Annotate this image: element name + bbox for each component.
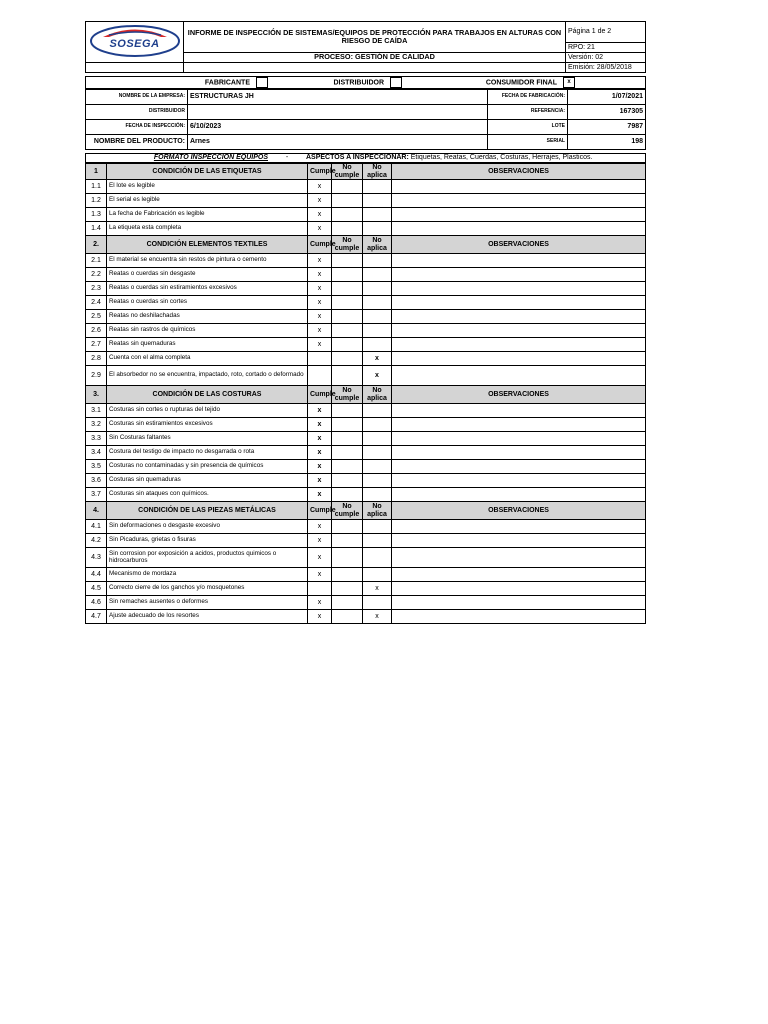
cumple-mark[interactable]: x bbox=[308, 432, 332, 446]
no-aplica-mark[interactable] bbox=[363, 460, 392, 474]
checklist-row bbox=[86, 534, 646, 548]
item-text: Sin remaches ausentes o deformes bbox=[107, 596, 308, 610]
no-cumple-mark[interactable] bbox=[332, 296, 363, 310]
section-number: 1 bbox=[86, 164, 107, 180]
item-text: Correcto cierre de los ganchos y/o mosquetones bbox=[107, 582, 308, 596]
item-text: Costuras sin ataques con químicos. bbox=[107, 488, 308, 502]
no-cumple-mark[interactable] bbox=[332, 548, 363, 568]
col-cumple: Cumple bbox=[308, 386, 332, 404]
observation-cell[interactable] bbox=[392, 568, 646, 582]
col-observaciones: OBSERVACIONES bbox=[392, 236, 646, 254]
col-no-aplica: No aplica bbox=[363, 236, 392, 254]
consumidor-checkbox[interactable]: x bbox=[563, 77, 575, 88]
checklist-row bbox=[86, 194, 646, 208]
checklist-row bbox=[86, 180, 646, 194]
item-text: El lote es legible bbox=[107, 180, 308, 194]
checklist-row bbox=[86, 296, 646, 310]
item-number: 3.4 bbox=[86, 446, 107, 460]
no-aplica-mark[interactable] bbox=[363, 254, 392, 268]
no-aplica-mark[interactable] bbox=[363, 180, 392, 194]
no-aplica-mark[interactable] bbox=[363, 296, 392, 310]
cumple-mark[interactable]: x bbox=[308, 310, 332, 324]
no-cumple-mark[interactable] bbox=[332, 534, 363, 548]
observation-cell[interactable] bbox=[392, 446, 646, 460]
checklist-row bbox=[86, 520, 646, 534]
producto-value: Arnes bbox=[188, 135, 488, 150]
checklist-row bbox=[86, 596, 646, 610]
item-number: 2.6 bbox=[86, 324, 107, 338]
observation-cell[interactable] bbox=[392, 596, 646, 610]
inspection-sections bbox=[85, 163, 646, 624]
section-title: CONDICIÓN DE LAS PIEZAS METÁLICAS bbox=[107, 502, 308, 520]
col-cumple: Cumple bbox=[308, 236, 332, 254]
section-header bbox=[86, 386, 646, 404]
item-number: 3.1 bbox=[86, 404, 107, 418]
item-number: 2.2 bbox=[86, 268, 107, 282]
cumple-mark[interactable]: x bbox=[308, 488, 332, 502]
cumple-mark[interactable]: x bbox=[308, 474, 332, 488]
item-number: 3.2 bbox=[86, 418, 107, 432]
fecha-insp-label: FECHA DE INSPECCIÓN: bbox=[86, 120, 188, 135]
checklist-row bbox=[86, 254, 646, 268]
no-aplica-mark[interactable] bbox=[363, 418, 392, 432]
checklist-row bbox=[86, 338, 646, 352]
cumple-mark[interactable]: x bbox=[308, 534, 332, 548]
no-cumple-mark[interactable] bbox=[332, 338, 363, 352]
section-title: CONDICIÓN DE LAS ETIQUETAS bbox=[107, 164, 308, 180]
no-aplica-mark[interactable]: x bbox=[363, 610, 392, 624]
item-text: Sin Picaduras, grietas o fisuras bbox=[107, 534, 308, 548]
observation-cell[interactable] bbox=[392, 548, 646, 568]
item-number: 2.1 bbox=[86, 254, 107, 268]
item-text: Reatas sin quemaduras bbox=[107, 338, 308, 352]
col-observaciones: OBSERVACIONES bbox=[392, 164, 646, 180]
item-text: Mecanismo de mordaza bbox=[107, 568, 308, 582]
cumple-mark[interactable]: x bbox=[308, 254, 332, 268]
item-number: 1.2 bbox=[86, 194, 107, 208]
item-number: 3.3 bbox=[86, 432, 107, 446]
observation-cell[interactable] bbox=[392, 520, 646, 534]
observation-cell[interactable] bbox=[392, 432, 646, 446]
item-number: 3.5 bbox=[86, 460, 107, 474]
cumple-mark[interactable]: x bbox=[308, 568, 332, 582]
item-text: Costuras sin quemaduras bbox=[107, 474, 308, 488]
cumple-mark[interactable]: x bbox=[308, 268, 332, 282]
item-number: 2.3 bbox=[86, 282, 107, 296]
cumple-mark[interactable] bbox=[308, 366, 332, 386]
no-aplica-mark[interactable] bbox=[363, 222, 392, 236]
distribuidor-checkbox[interactable] bbox=[390, 77, 402, 88]
checklist-row bbox=[86, 610, 646, 624]
lote-label: LOTE bbox=[488, 120, 568, 135]
producto-label: NOMBRE DEL PRODUCTO: bbox=[86, 135, 188, 150]
item-number: 4.5 bbox=[86, 582, 107, 596]
info-table bbox=[85, 89, 646, 150]
serial-value: 198 bbox=[568, 135, 646, 150]
distribuidor-label: DISTRIBUIDOR bbox=[86, 105, 188, 120]
fecha-fab-value: 1/07/2021 bbox=[568, 90, 646, 105]
item-number: 2.4 bbox=[86, 296, 107, 310]
item-number: 1.3 bbox=[86, 208, 107, 222]
section-number: 2. bbox=[86, 236, 107, 254]
buyer-distribuidor bbox=[270, 77, 404, 89]
checklist-row bbox=[86, 432, 646, 446]
no-cumple-mark[interactable] bbox=[332, 194, 363, 208]
col-no-cumple: No cumple bbox=[332, 164, 363, 180]
no-cumple-mark[interactable] bbox=[332, 222, 363, 236]
no-cumple-mark[interactable] bbox=[332, 520, 363, 534]
header-table bbox=[85, 21, 646, 73]
observation-cell[interactable] bbox=[392, 352, 646, 366]
no-cumple-mark[interactable] bbox=[332, 366, 363, 386]
item-number: 4.4 bbox=[86, 568, 107, 582]
observation-cell[interactable] bbox=[392, 254, 646, 268]
sosega-logo bbox=[89, 24, 181, 58]
fabricante-checkbox[interactable] bbox=[256, 77, 268, 88]
fecha-fab-label: FECHA DE FABRICACIÓN: bbox=[488, 90, 568, 105]
cumple-mark[interactable]: x bbox=[308, 338, 332, 352]
no-aplica-mark[interactable]: x bbox=[363, 366, 392, 386]
item-text: El material se encuentra sin restos de pintura o cemento bbox=[107, 254, 308, 268]
item-number: 4.7 bbox=[86, 610, 107, 624]
checklist-row bbox=[86, 418, 646, 432]
checklist-row bbox=[86, 488, 646, 502]
item-number: 2.9 bbox=[86, 366, 107, 386]
item-text: Reatas no deshilachadas bbox=[107, 310, 308, 324]
no-aplica-mark[interactable] bbox=[363, 338, 392, 352]
format-label-cell bbox=[86, 154, 271, 163]
no-cumple-mark[interactable] bbox=[332, 446, 363, 460]
cumple-mark[interactable] bbox=[308, 582, 332, 596]
observation-cell[interactable] bbox=[392, 208, 646, 222]
item-text: Reatas o cuerdas sin desgaste bbox=[107, 268, 308, 282]
item-text: Reatas o cuerdas sin cortes bbox=[107, 296, 308, 310]
observation-cell[interactable] bbox=[392, 180, 646, 194]
observation-cell[interactable] bbox=[392, 268, 646, 282]
item-text: La etiqueta esta completa bbox=[107, 222, 308, 236]
item-text: El serial es legible bbox=[107, 194, 308, 208]
format-label: FORMATO INSPECCION EQUIPOS bbox=[153, 154, 268, 162]
no-cumple-mark[interactable] bbox=[332, 460, 363, 474]
item-number: 2.7 bbox=[86, 338, 107, 352]
no-aplica-mark[interactable] bbox=[363, 268, 392, 282]
observation-cell[interactable] bbox=[392, 474, 646, 488]
rpo-code: RPO: 21 bbox=[566, 43, 646, 53]
col-no-aplica: No aplica bbox=[363, 164, 392, 180]
col-no-cumple: No cumple bbox=[332, 236, 363, 254]
no-cumple-mark[interactable] bbox=[332, 610, 363, 624]
no-aplica-mark[interactable] bbox=[363, 310, 392, 324]
no-cumple-mark[interactable] bbox=[332, 208, 363, 222]
distribuidor-value bbox=[188, 105, 488, 120]
section-number: 3. bbox=[86, 386, 107, 404]
observation-cell[interactable] bbox=[392, 534, 646, 548]
cumple-mark[interactable]: x bbox=[308, 446, 332, 460]
col-observaciones: OBSERVACIONES bbox=[392, 502, 646, 520]
serial-label: SERIAL bbox=[488, 135, 568, 150]
observation-cell[interactable] bbox=[392, 194, 646, 208]
item-number: 4.1 bbox=[86, 520, 107, 534]
observation-cell[interactable] bbox=[392, 366, 646, 386]
cumple-mark[interactable]: x bbox=[308, 222, 332, 236]
item-number: 4.2 bbox=[86, 534, 107, 548]
col-observaciones: OBSERVACIONES bbox=[392, 386, 646, 404]
observation-cell[interactable] bbox=[392, 418, 646, 432]
checklist-row bbox=[86, 446, 646, 460]
item-text: Ajuste adecuado de los resortes bbox=[107, 610, 308, 624]
lote-value: 7987 bbox=[568, 120, 646, 135]
cumple-mark[interactable]: x bbox=[308, 418, 332, 432]
cumple-mark[interactable]: x bbox=[308, 520, 332, 534]
item-number: 2.5 bbox=[86, 310, 107, 324]
observation-cell[interactable] bbox=[392, 404, 646, 418]
no-cumple-mark[interactable] bbox=[332, 254, 363, 268]
item-text: La fecha de Fabricación es legible bbox=[107, 208, 308, 222]
cumple-mark[interactable]: x bbox=[308, 324, 332, 338]
fecha-insp-value: 6/10/2023 bbox=[188, 120, 488, 135]
item-number: 3.6 bbox=[86, 474, 107, 488]
observation-cell[interactable] bbox=[392, 460, 646, 474]
no-aplica-mark[interactable] bbox=[363, 208, 392, 222]
no-aplica-mark[interactable] bbox=[363, 474, 392, 488]
no-cumple-mark[interactable] bbox=[332, 432, 363, 446]
col-no-aplica: No aplica bbox=[363, 386, 392, 404]
checklist-row bbox=[86, 460, 646, 474]
checklist-row bbox=[86, 222, 646, 236]
referencia-label: REFERENCIA: bbox=[488, 105, 568, 120]
observation-cell[interactable] bbox=[392, 338, 646, 352]
cumple-mark[interactable]: x bbox=[308, 208, 332, 222]
no-aplica-mark[interactable] bbox=[363, 568, 392, 582]
process-label: PROCESO: GESTIÓN DE CALIDAD bbox=[184, 53, 566, 63]
consumidor-label: CONSUMIDOR FINAL bbox=[485, 79, 557, 87]
checklist-row bbox=[86, 352, 646, 366]
cumple-mark[interactable]: x bbox=[308, 548, 332, 568]
no-aplica-mark[interactable] bbox=[363, 282, 392, 296]
col-no-cumple: No cumple bbox=[332, 502, 363, 520]
no-cumple-mark[interactable] bbox=[332, 596, 363, 610]
cumple-mark[interactable] bbox=[308, 352, 332, 366]
no-aplica-mark[interactable] bbox=[363, 446, 392, 460]
observation-cell[interactable] bbox=[392, 324, 646, 338]
cumple-mark[interactable]: x bbox=[308, 610, 332, 624]
observation-cell[interactable] bbox=[392, 296, 646, 310]
col-cumple: Cumple bbox=[308, 164, 332, 180]
no-cumple-mark[interactable] bbox=[332, 324, 363, 338]
no-aplica-mark[interactable] bbox=[363, 194, 392, 208]
cumple-mark[interactable]: x bbox=[308, 460, 332, 474]
no-aplica-mark[interactable]: x bbox=[363, 352, 392, 366]
item-number: 1.1 bbox=[86, 180, 107, 194]
no-cumple-mark[interactable] bbox=[332, 582, 363, 596]
format-dash: - bbox=[270, 154, 304, 163]
buyer-fabricante bbox=[86, 77, 271, 89]
col-cumple: Cumple bbox=[308, 502, 332, 520]
item-text: Costura del testigo de impacto no desgarrada o rota bbox=[107, 446, 308, 460]
observation-cell[interactable] bbox=[392, 610, 646, 624]
no-cumple-mark[interactable] bbox=[332, 568, 363, 582]
no-cumple-mark[interactable] bbox=[332, 352, 363, 366]
item-number: 2.8 bbox=[86, 352, 107, 366]
checklist-row bbox=[86, 582, 646, 596]
no-cumple-mark[interactable] bbox=[332, 268, 363, 282]
item-text: Reatas o cuerdas sin estiramientos excesivos bbox=[107, 282, 308, 296]
logo-cell bbox=[86, 22, 184, 63]
observation-cell[interactable] bbox=[392, 488, 646, 502]
item-number: 4.3 bbox=[86, 548, 107, 568]
version-label: Versión: 02 bbox=[566, 53, 646, 63]
cumple-mark[interactable]: x bbox=[308, 596, 332, 610]
checklist-row bbox=[86, 208, 646, 222]
checklist-row bbox=[86, 366, 646, 386]
item-text: Costuras sin estiramientos excesivos bbox=[107, 418, 308, 432]
no-aplica-mark[interactable] bbox=[363, 324, 392, 338]
inspection-form bbox=[85, 21, 646, 624]
section-header bbox=[86, 236, 646, 254]
checklist-row bbox=[86, 548, 646, 568]
section-header bbox=[86, 502, 646, 520]
fabricante-label: FABRICANTE bbox=[204, 79, 250, 87]
col-no-cumple: No cumple bbox=[332, 386, 363, 404]
no-aplica-mark[interactable] bbox=[363, 432, 392, 446]
aspects-cell bbox=[304, 154, 646, 163]
no-aplica-mark[interactable] bbox=[363, 488, 392, 502]
aspects-label: ASPECTOS A INSPECCIONAR: bbox=[306, 154, 409, 162]
no-cumple-mark[interactable] bbox=[332, 488, 363, 502]
empresa-value: ESTRUCTURAS JH bbox=[188, 90, 488, 105]
no-cumple-mark[interactable] bbox=[332, 180, 363, 194]
no-cumple-mark[interactable] bbox=[332, 310, 363, 324]
form-title: INFORME DE INSPECCIÓN DE SISTEMAS/EQUIPOS DE PROTECCIÓN PARA TRABAJOS EN ALTURAS CON RIESGO DE CAÍDA bbox=[184, 22, 566, 53]
observation-cell[interactable] bbox=[392, 310, 646, 324]
no-aplica-mark[interactable] bbox=[363, 404, 392, 418]
no-cumple-mark[interactable] bbox=[332, 474, 363, 488]
checklist-row bbox=[86, 404, 646, 418]
cumple-mark[interactable]: x bbox=[308, 282, 332, 296]
item-number: 4.6 bbox=[86, 596, 107, 610]
observation-cell[interactable] bbox=[392, 282, 646, 296]
buyer-type-table bbox=[85, 76, 646, 89]
format-table bbox=[85, 153, 646, 163]
section-title: CONDICIÓN DE LAS COSTURAS bbox=[107, 386, 308, 404]
no-cumple-mark[interactable] bbox=[332, 418, 363, 432]
checklist-row bbox=[86, 268, 646, 282]
no-cumple-mark[interactable] bbox=[332, 282, 363, 296]
item-text: Cuenta con el alma completa bbox=[107, 352, 308, 366]
item-text: Sin deformaciones o desgaste excesivo bbox=[107, 520, 308, 534]
no-aplica-mark[interactable] bbox=[363, 596, 392, 610]
cumple-mark[interactable]: x bbox=[308, 194, 332, 208]
item-number: 3.7 bbox=[86, 488, 107, 502]
item-text: Sin corrosion por exposición a acidos, productos quimicos o hidrocarburos bbox=[107, 548, 308, 568]
item-text: El absorbedor no se encuentra, impactado, roto, cortado o deformado bbox=[107, 366, 308, 386]
item-text: Reatas sin rastros de químicos bbox=[107, 324, 308, 338]
checklist-row bbox=[86, 568, 646, 582]
referencia-value: 167305 bbox=[568, 105, 646, 120]
no-aplica-mark[interactable]: x bbox=[363, 582, 392, 596]
item-number: 1.4 bbox=[86, 222, 107, 236]
item-text: Costuras sin cortes o rupturas del tejido bbox=[107, 404, 308, 418]
observation-cell[interactable] bbox=[392, 582, 646, 596]
checklist-row bbox=[86, 474, 646, 488]
no-aplica-mark[interactable] bbox=[363, 534, 392, 548]
checklist-row bbox=[86, 310, 646, 324]
no-aplica-mark[interactable] bbox=[363, 548, 392, 568]
checklist-row bbox=[86, 324, 646, 338]
logo-text: SOSEGA bbox=[109, 37, 160, 50]
no-cumple-mark[interactable] bbox=[332, 404, 363, 418]
buyer-consumidor bbox=[404, 77, 646, 89]
section-header bbox=[86, 164, 646, 180]
observation-cell[interactable] bbox=[392, 222, 646, 236]
col-no-aplica: No aplica bbox=[363, 502, 392, 520]
section-title: CONDICIÓN ELEMENTOS TEXTILES bbox=[107, 236, 308, 254]
item-text: Costuras no contaminadas y sin presencia de químicos bbox=[107, 460, 308, 474]
cumple-mark[interactable]: x bbox=[308, 296, 332, 310]
emission-date: Emisión: 28/05/2018 bbox=[566, 63, 646, 73]
page-number: Página 1 de 2 bbox=[566, 22, 646, 43]
no-aplica-mark[interactable] bbox=[363, 520, 392, 534]
item-text: Sin Costuras faltantes bbox=[107, 432, 308, 446]
cumple-mark[interactable]: x bbox=[308, 404, 332, 418]
cumple-mark[interactable]: x bbox=[308, 180, 332, 194]
distribuidor-type-label: DISTRIBUIDOR bbox=[333, 79, 384, 87]
empresa-label: NOMBRE DE LA EMPRESA: bbox=[86, 90, 188, 105]
section-number: 4. bbox=[86, 502, 107, 520]
aspects-value: Etiquetas, Reatas, Cuerdas, Costuras, Herrajes, Plasticos. bbox=[410, 154, 593, 162]
checklist-row bbox=[86, 282, 646, 296]
